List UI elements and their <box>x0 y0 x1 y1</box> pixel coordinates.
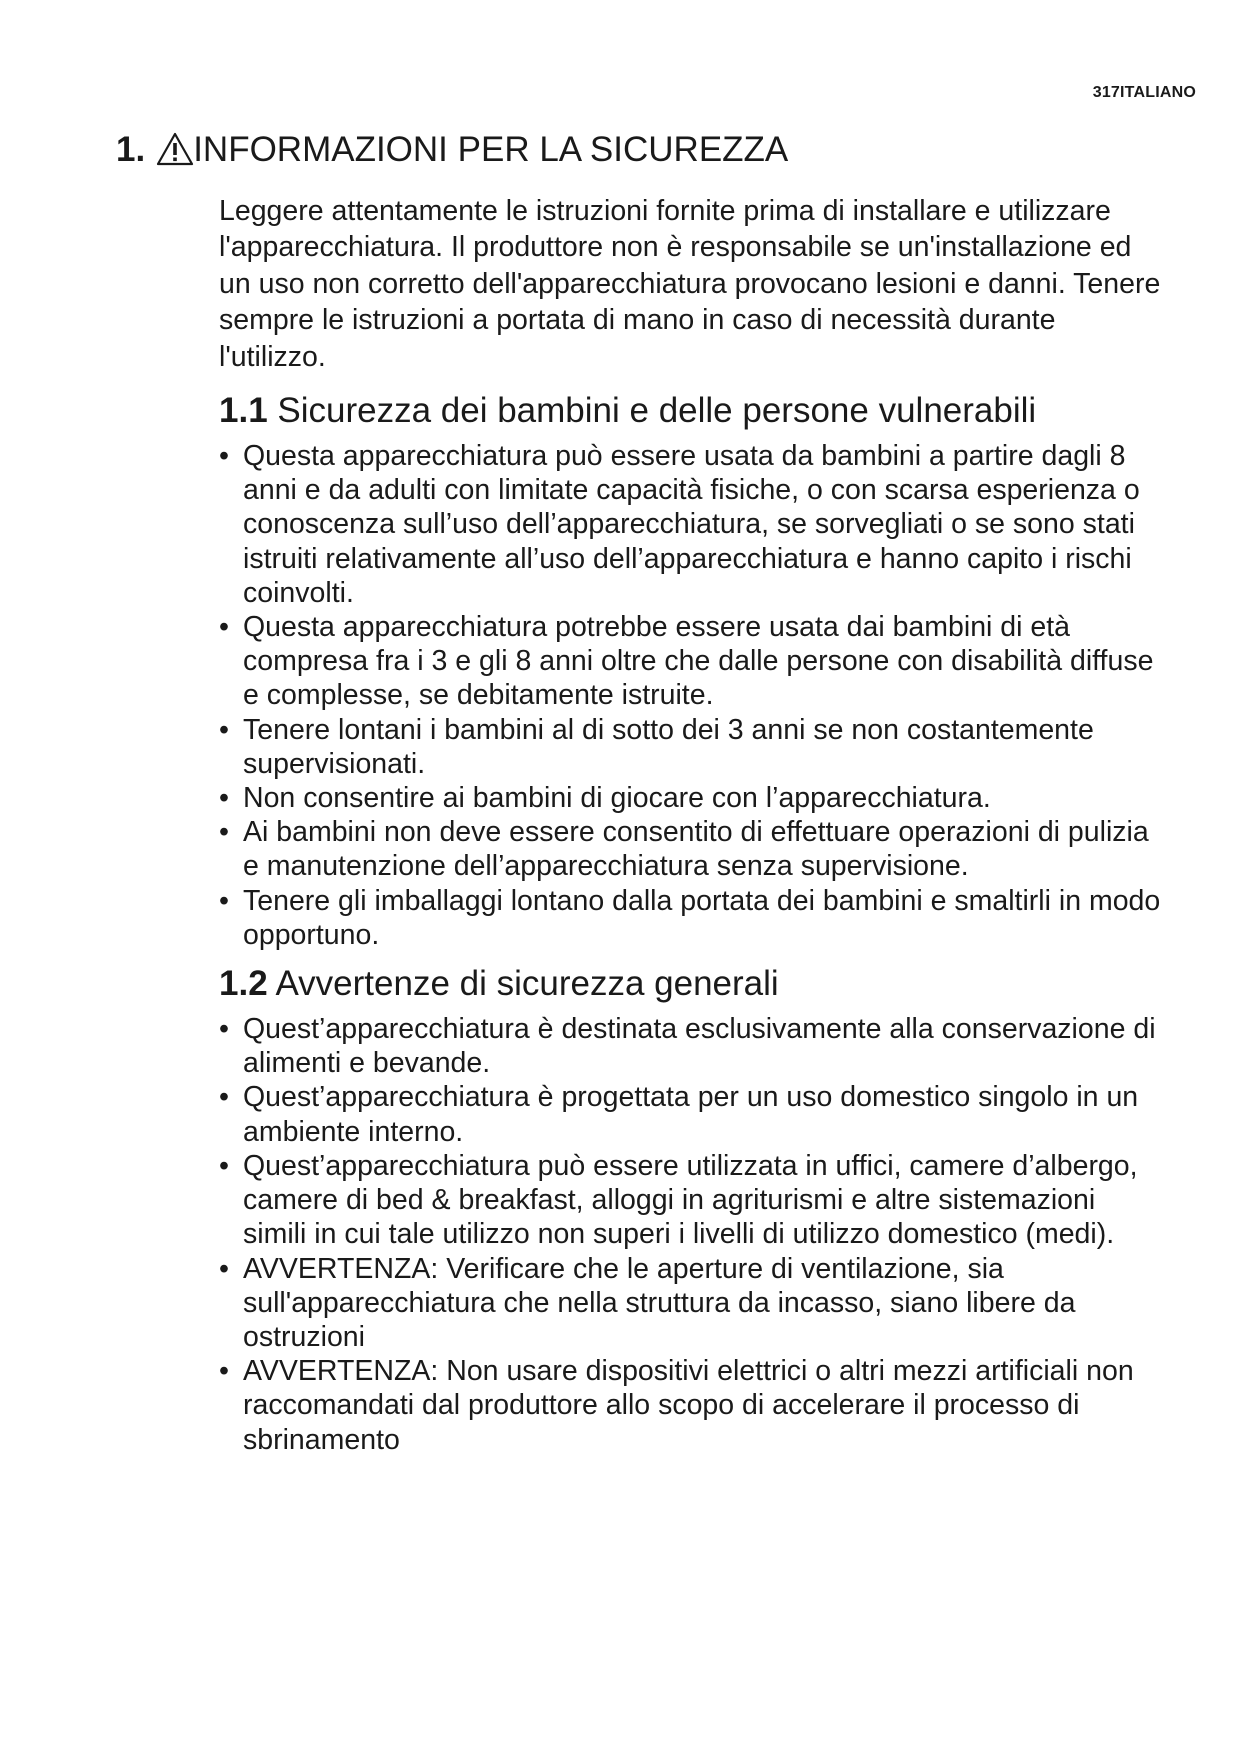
page-title <box>116 130 788 170</box>
title-number: 1. <box>116 130 146 169</box>
list-item: • Questa apparecchiatura potrebbe essere usata dai bambini di età compresa fra i 3 e gli 8 anni oltre che dalle persone con disabilità diffuse e complesse, se debitamente istruite. <box>219 610 1164 713</box>
list-item: • AVVERTENZA: Verificare che le aperture di ventilazione, sia sull'apparecchiatura che nella struttura da incasso, siano libere da ostruzioni <box>219 1252 1164 1355</box>
section-number: 1.2 <box>219 964 268 1004</box>
list-item: • Quest’apparecchiatura è destinata esclusivamente alla conservazione di alimenti e bevande. <box>219 1012 1164 1080</box>
general-safety-list <box>219 1012 1164 1457</box>
intro-paragraph: Leggere attentamente le istruzioni fornite prima di installare e utilizzare l'apparecchiatura. Il produttore non è responsabile se un'installazione ed un uso non corretto dell'apparecchiatura provocano lesioni e danni. Tenere sempre le istruzioni a portata di mano in caso di necessità durante l'utilizzo. <box>219 195 1161 373</box>
child-safety-list <box>219 439 1164 952</box>
list-item: • Ai bambini non deve essere consentito di effettuare operazioni di pulizia e manutenzione dell’apparecchiatura senza supervisione. <box>219 815 1164 883</box>
list-item: • Tenere lontani i bambini al di sotto dei 3 anni se non costantemente supervisionati. <box>219 713 1164 781</box>
list-item: • Questa apparecchiatura può essere usata da bambini a partire dagli 8 anni e da adulti con limitate capacità fisiche, o con scarsa esperienza o conoscenza sull’uso dell’apparecchiatura, se sorvegliati o se sono stati istruiti relativamente all’uso dell’apparecchiatura e hanno capito i rischi coinvolti. <box>219 439 1164 610</box>
list-item: • Quest’apparecchiatura è progettata per un uso domestico singolo in un ambiente interno. <box>219 1080 1164 1148</box>
section-title-text: Sicurezza dei bambini e delle persone vulnerabili <box>277 391 1037 431</box>
title-text: INFORMAZIONI PER LA SICUREZZA <box>193 130 789 169</box>
list-item: • AVVERTENZA: Non usare dispositivi elettrici o altri mezzi artificiali non raccomandati dal produttore allo scopo di accelerare il processo di sbrinamento <box>219 1354 1164 1457</box>
section-title-text: Avvertenze di sicurezza generali <box>275 964 779 1004</box>
list-item: • Quest’apparecchiatura può essere utilizzata in uffici, camere d’albergo, camere di bed & breakfast, alloggi in agriturismi e altre sistemazioni simili in cui tale utilizzo non superi i livelli di utilizzo domestico (medi). <box>219 1149 1164 1252</box>
section-heading-1-1 <box>219 391 1164 431</box>
list-item: • Tenere gli imballaggi lontano dalla portata dei bambini e smaltirli in modo opportuno. <box>219 884 1164 952</box>
section-number: 1.1 <box>219 391 268 431</box>
document-body <box>219 193 1164 1457</box>
section-heading-1-2 <box>219 964 1164 1004</box>
warning-triangle-icon <box>155 131 195 167</box>
list-item: • Non consentire ai bambini di giocare con l’apparecchiatura. <box>219 781 1164 815</box>
page-header-label: 317ITALIANO <box>1092 84 1196 101</box>
